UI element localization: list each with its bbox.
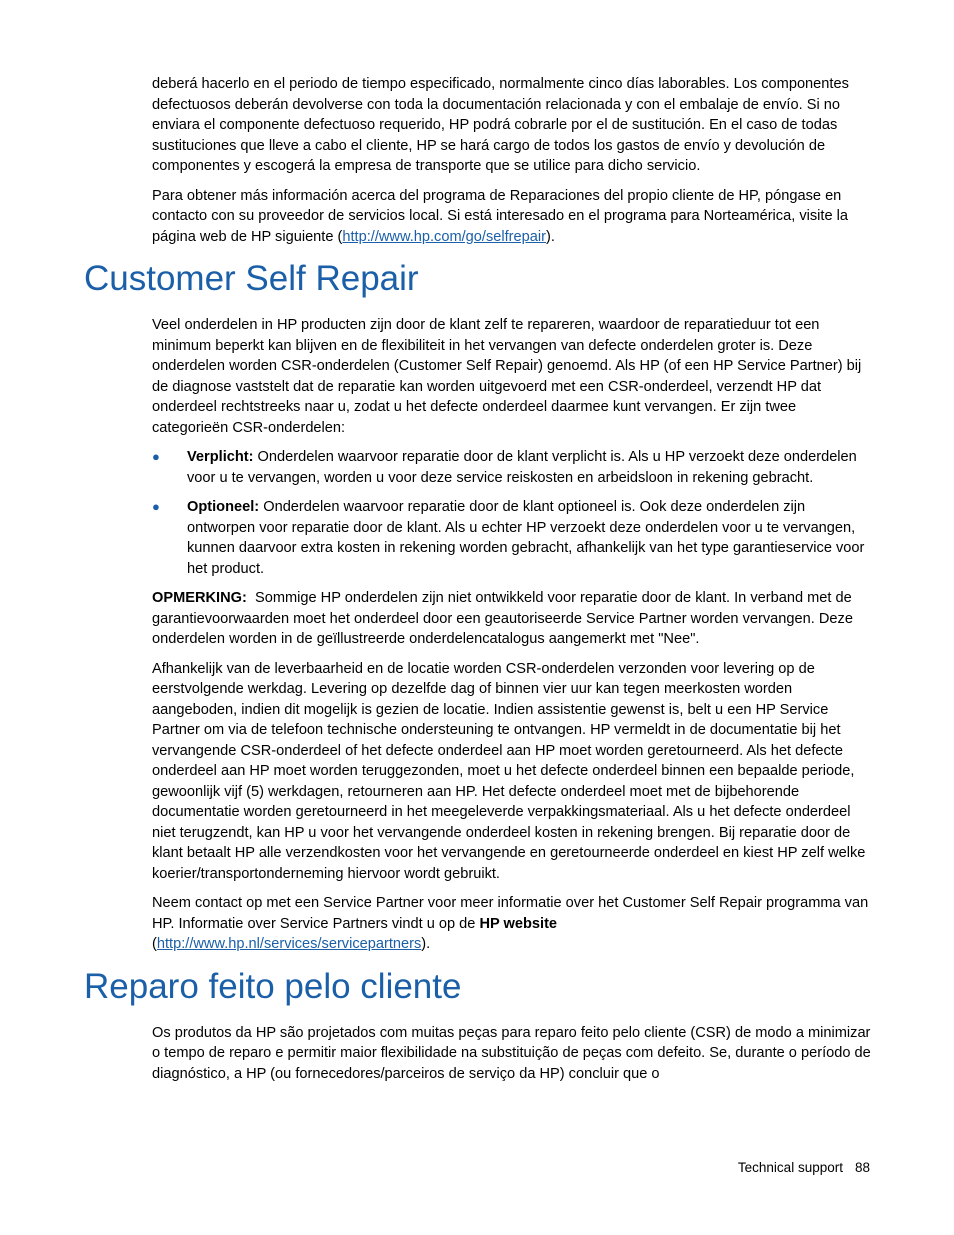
csr-nl-paragraph-3-paren: ( [152,936,157,952]
csr-nl-paragraph-3-end: ). [421,936,431,952]
list-item [152,447,871,488]
bullet-term: Optioneel: [187,499,260,515]
bullet-icon: ● [152,449,160,464]
selfrepair-link[interactable]: http://www.hp.com/go/selfrepair [342,228,546,245]
csr-nl-paragraph-3 [152,893,872,955]
intro-paragraph-2 [152,186,872,248]
intro-paragraph-2-end: ). [545,228,555,245]
csr-nl-paragraph-3-text: Neem contact op met een Service Partner voor meer informatie over het Customer Self Repair programma van HP. Informatie over Service Partners vindt u op de [152,895,869,932]
heading-customer-self-repair: Customer Self Repair [84,259,419,298]
csr-pt-paragraph-1: Os produtos da HP são projetados com muitas peças para reparo feito pelo cliente (CSR) de modo a minimizar o tempo de reparo e permitir maior flexibilidade na substituição de peças com defeito. Se, durante o período de diagnóstico, a HP (ou fornecedores/parceiros de serviço da HP) concluir que o [152,1024,871,1082]
list-item [152,497,871,579]
bullet-term: Verplicht: [187,449,254,465]
csr-nl-paragraph-2: Afhankelijk van de leverbaarheid en de locatie worden CSR-onderdelen verzonden voor levering op de eerstvolgende werkdag. Levering op dezelfde dag of binnen vier uur kan tegen meerkosten worden aangeboden, indien dit mogelijk is gezien de locatie. Indien assistentie gewenst is, belt u een HP Service Partner om via de telefoon technische ondersteuning te ontvangen. HP vermeldt in de documentatie bij het vervangende CSR-onderdeel of het defecte onderdeel aan HP moet worden geretourneerd. Als het defecte onderdeel aan HP moet worden teruggezonden, moet u het defecte onderdeel binnen een bepaalde periode, gewoonlijk vijf (5) werkdagen, retourneren aan HP. Het defecte onderdeel moet met de bijbehorende documentatie worden geretourneerd in het meegeleverde verpakkingsmateriaal. Als u het defecte onderdeel niet terugzendt, kan HP u voor het vervangende onderdeel kosten in rekening brengen. Bij reparatie door de klant betaalt HP alle verzendkosten voor het vervangende en geretourneerde onderdeel en kiest HP zelf welke koerier/transportonderneming hiervoor wordt gebruikt. [152,660,866,882]
note-paragraph [152,588,872,650]
page-footer [738,1158,870,1178]
intro-paragraph-1: deberá hacerlo en el periodo de tiempo especificado, normalmente cinco días laborables. Los componentes defectuosos deberán devolverse con toda la documentación relacionada y con el embalaje de envío. Si no enviara el componente defectuoso requerido, HP podrá cobrarle por el de sustitución. En el caso de todas sustituciones que lleve a cabo el cliente, HP se hará cargo de todos los gastos de envío y devolución de componentes y escogerá la empresa de transporte que se utilice para dicho servicio. [152,76,849,174]
heading-reparo-feito-pelo-cliente: Reparo feito pelo cliente [84,966,462,1006]
page-content [0,74,954,1093]
servicepartners-link[interactable]: http://www.hp.nl/services/servicepartners [156,936,422,952]
note-text: Sommige HP onderdelen zijn niet ontwikkeld voor reparatie door de klant. In verband met de garantievoorwaarden moet het onderdeel door een geautoriseerde Service Partner worden vervangen. Deze onderdelen worden in de geïllustreerde onderdelencatalogus aangemerkt met "Nee". [152,590,857,647]
bullet-icon: ● [152,499,160,514]
note-label: OPMERKING: [152,590,247,606]
bullet-text: Onderdelen waarvoor reparatie door de klant verplicht is. Als u HP verzoekt deze onderdelen voor u te vervangen, worden u voor deze service reiskosten en arbeidsloon in rekening gebracht. [187,449,857,486]
csr-categories-list [0,447,954,579]
csr-nl-paragraph-1: Veel onderdelen in HP producten zijn door de klant zelf te repareren, waardoor de reparatieduur tot een minimum beperkt kan blijven en de flexibiliteit in het vervangen van defecte onderdelen groter is. Deze onderdelen worden CSR-onderdelen (Customer Self Repair) genoemd. Als HP (of een HP Service Partner) bij de diagnose vaststelt dat de reparatie kan worden uitgevoerd met een CSR-onderdeel, verzendt HP dat onderdeel rechtstreeks naar u, zodat u het defecte onderdeel daarmee kunt vervangen. Er zijn twee categorieën CSR-onderdelen: [152,317,862,436]
bullet-text: Onderdelen waarvoor reparatie door de klant optioneel is. Ook deze onderdelen zijn ontworpen voor reparatie door de klant. Als u echter HP verzoekt deze onderdelen voor u te vervangen, kunnen daarvoor extra kosten in rekening worden gebracht, afhankelijk van het type garantieservice voor het product. [187,499,865,577]
hp-website-label: HP website [479,915,558,932]
footer-section-title: Technical support [737,1160,843,1175]
page-number: 88 [854,1160,870,1175]
intro-paragraph-2-text: Para obtener más información acerca del programa de Reparaciones del propio cliente de HP, póngase en contacto con su proveedor de servicios local. Si está interesado en el programa para Norteamérica, visite la página web de HP siguiente ( [152,187,848,245]
